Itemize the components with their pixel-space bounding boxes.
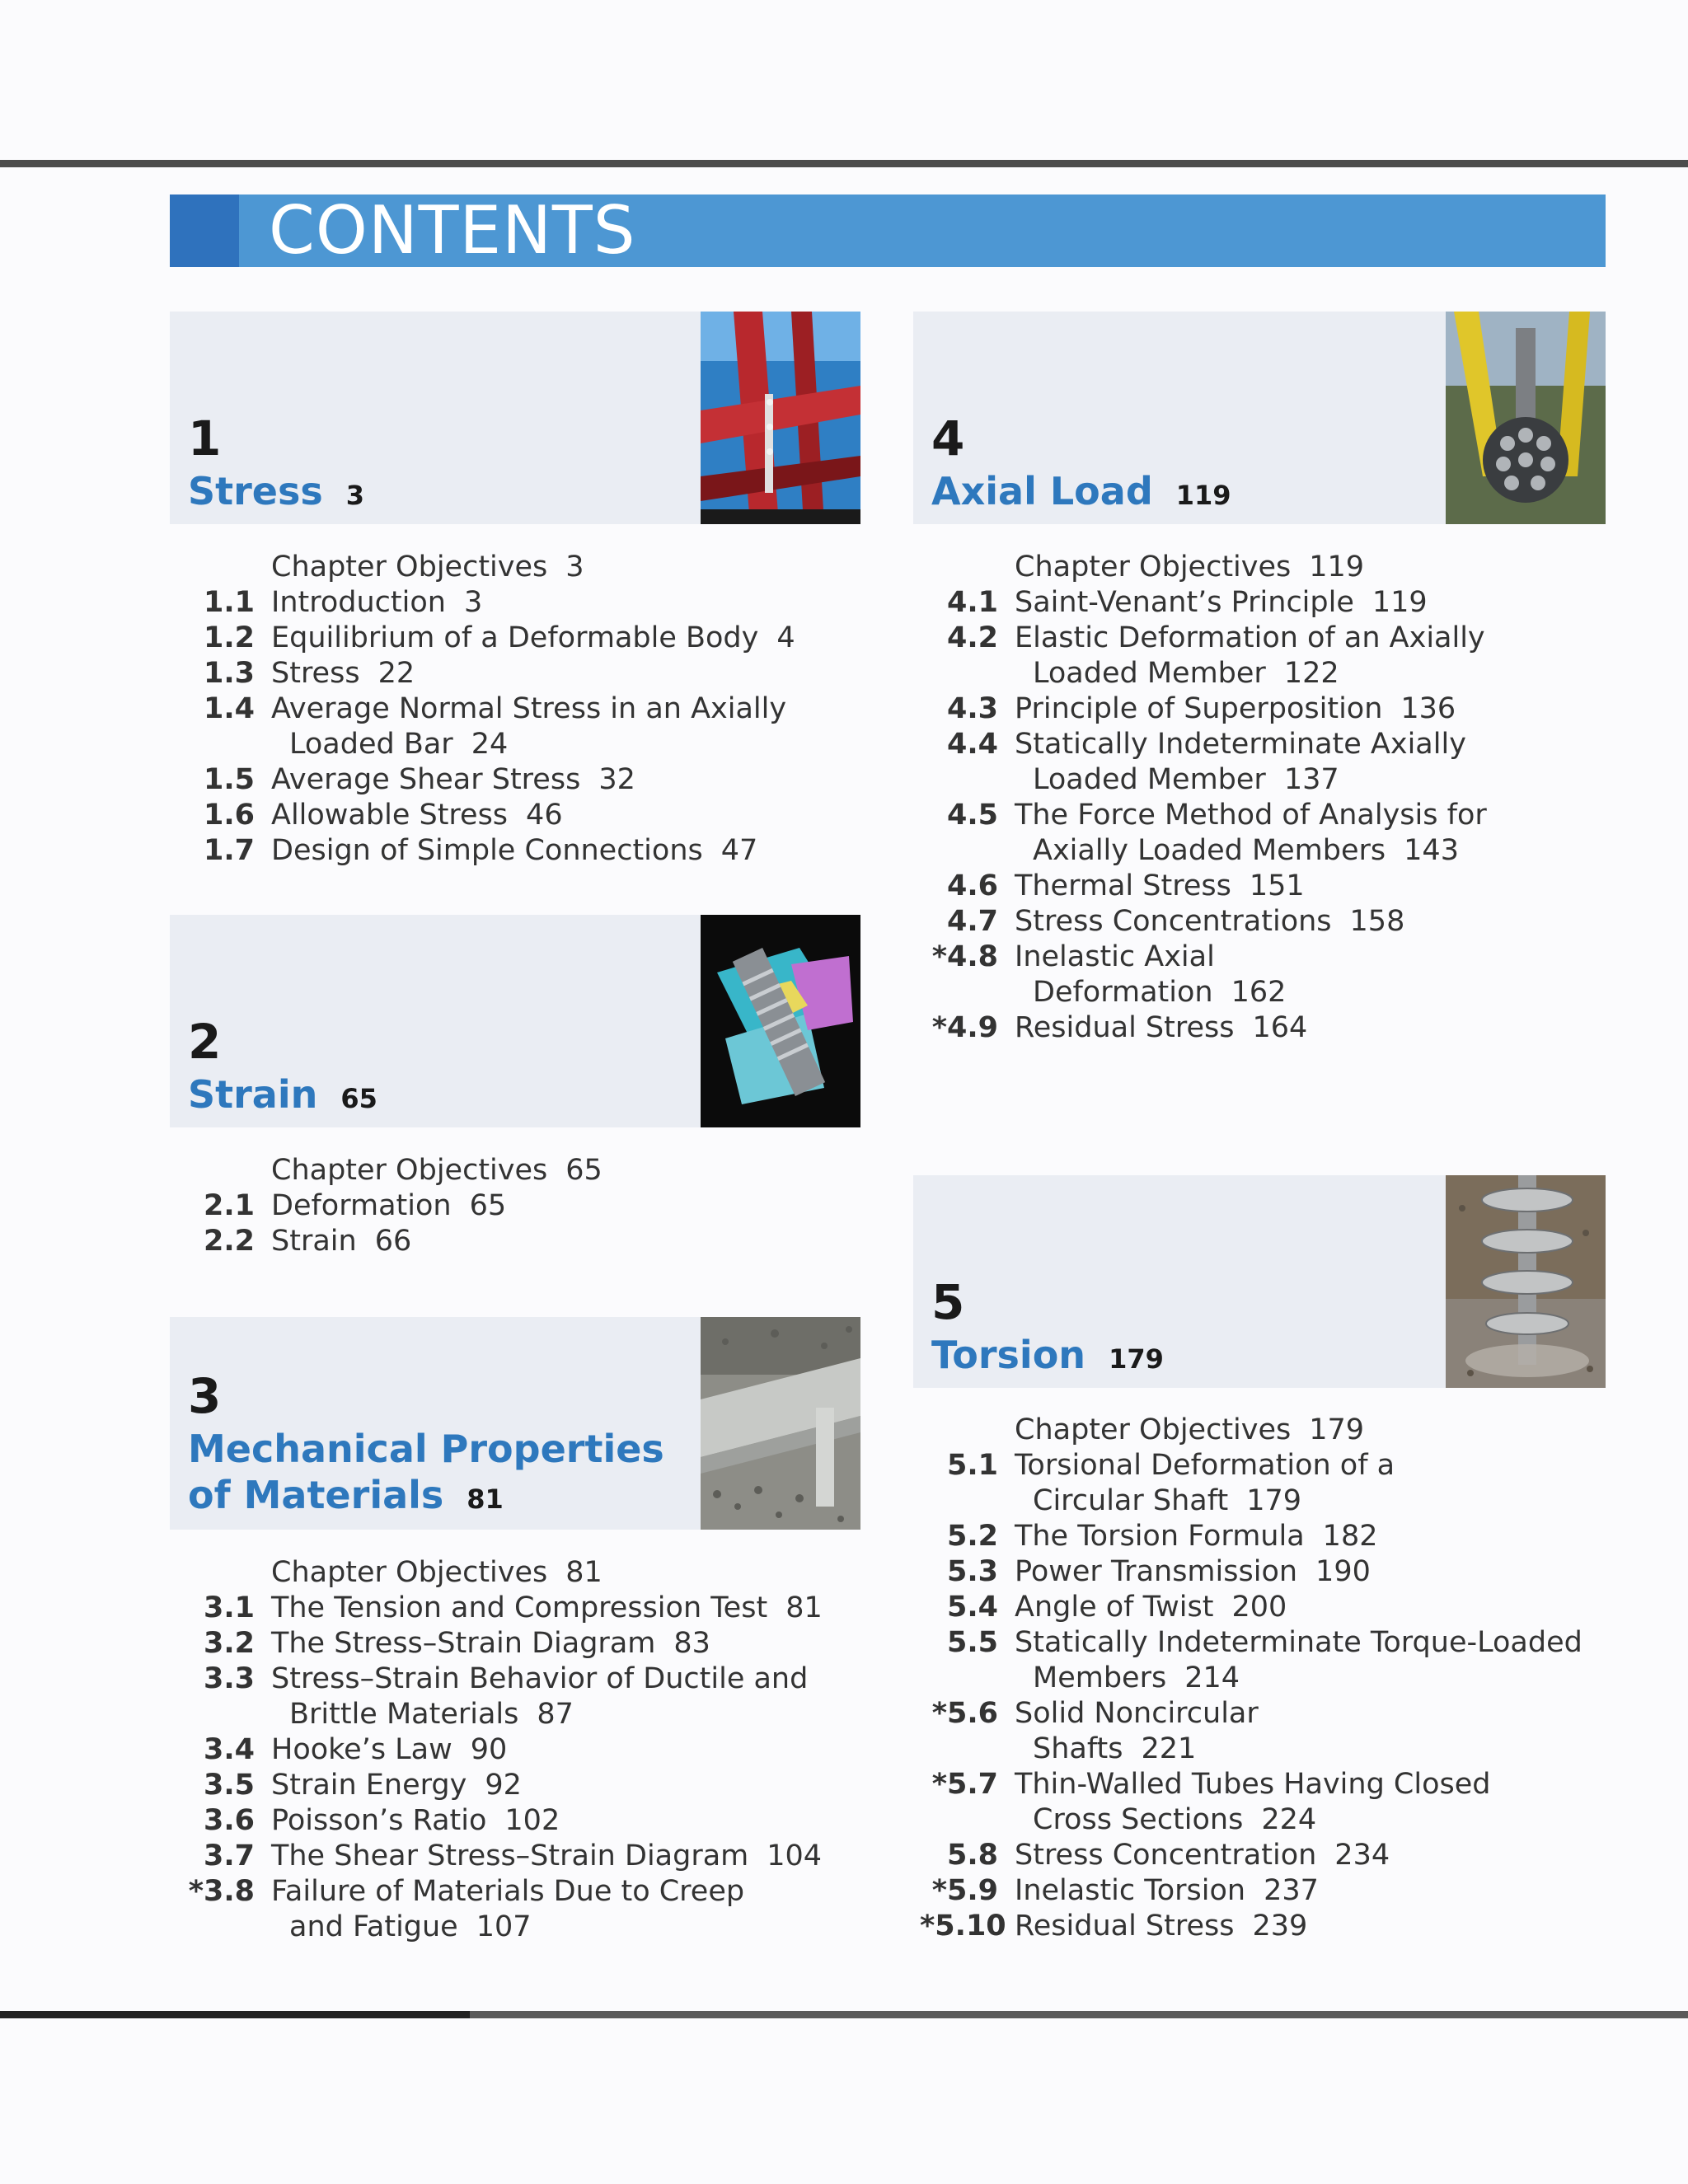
list-item[interactable]: Chapter Objectives 119 xyxy=(1015,551,1365,583)
list-item[interactable]: *5.6 Solid Noncircular Shafts 221 xyxy=(931,1697,1259,1765)
chapter-number: 2 xyxy=(188,1014,222,1070)
chapter-2-entries xyxy=(176,1153,860,1259)
chapter-title: Mechanical Properties of Materials 81 xyxy=(188,1427,664,1517)
chapter-title: Axial Load 119 xyxy=(931,469,1231,513)
list-item[interactable]: Chapter Objectives 81 xyxy=(271,1556,603,1589)
chapter-2-header xyxy=(170,915,860,1127)
list-item[interactable]: 3.3 Stress–Strain Behavior of Ductile and Brittle Materials 87 xyxy=(203,1662,809,1731)
list-item[interactable]: 4.3 Principle of Superposition 136 xyxy=(946,692,1456,725)
auger-photo xyxy=(1446,1175,1606,1388)
list-item[interactable]: 4.7 Stress Concentrations 158 xyxy=(946,905,1405,938)
chapter-1-entries xyxy=(176,550,860,869)
gravel-structure-photo xyxy=(701,1317,860,1530)
steel-beam-photo xyxy=(701,312,860,524)
banner-square xyxy=(170,194,239,267)
list-item[interactable]: 5.8 Stress Concentration 234 xyxy=(946,1839,1390,1872)
list-item[interactable]: *5.7 Thin-Walled Tubes Having Closed Cross Sections 224 xyxy=(931,1768,1491,1836)
list-item[interactable]: 2.1 Deformation 65 xyxy=(203,1189,507,1222)
chapter-number: 5 xyxy=(931,1274,965,1330)
list-item[interactable]: 1.1 Introduction 3 xyxy=(203,586,483,619)
chapter-number: 1 xyxy=(188,410,222,466)
bolt-photoelastic-photo xyxy=(701,915,860,1127)
list-item[interactable]: 5.4 Angle of Twist 200 xyxy=(946,1591,1287,1624)
chapter-3-header xyxy=(170,1317,860,1530)
list-item[interactable]: 3.6 Poisson’s Ratio 102 xyxy=(203,1804,560,1837)
list-item[interactable]: *5.9 Inelastic Torsion 237 xyxy=(931,1874,1319,1907)
list-item[interactable]: 3.4 Hooke’s Law 90 xyxy=(203,1733,508,1766)
chapter-5-header xyxy=(913,1175,1606,1388)
list-item[interactable]: 3.1 The Tension and Compression Test 81 xyxy=(203,1591,823,1624)
chapter-title: Torsion 179 xyxy=(931,1333,1164,1377)
list-item[interactable]: 4.1 Saint-Venant’s Principle 119 xyxy=(946,586,1428,619)
list-item[interactable]: 1.6 Allowable Stress 46 xyxy=(203,799,563,832)
list-item[interactable]: 4.4 Statically Indeterminate Axially Loaded Member 137 xyxy=(946,728,1466,796)
list-item[interactable]: 1.5 Average Shear Stress 32 xyxy=(203,763,635,796)
bottom-rule-dark-segment xyxy=(0,2011,470,2018)
chapter-number: 4 xyxy=(931,410,965,466)
chapter-4-header xyxy=(913,312,1606,524)
list-item[interactable]: 5.2 The Torsion Formula 182 xyxy=(946,1520,1378,1553)
list-item[interactable]: 4.6 Thermal Stress 151 xyxy=(946,869,1305,902)
list-item[interactable]: 3.5 Strain Energy 92 xyxy=(203,1769,522,1802)
top-rule xyxy=(0,160,1688,167)
page-title: CONTENTS xyxy=(269,192,636,269)
list-item[interactable]: 3.2 The Stress–Strain Diagram 83 xyxy=(203,1627,710,1660)
list-item[interactable]: 1.3 Stress 22 xyxy=(203,657,415,690)
list-item[interactable]: 1.7 Design of Simple Connections 47 xyxy=(203,834,758,867)
chapter-4-entries xyxy=(920,550,1606,1046)
chapter-title: Strain 65 xyxy=(188,1072,377,1117)
list-item[interactable]: 5.1 Torsional Deformation of a Circular Shaft 179 xyxy=(946,1449,1395,1517)
list-item[interactable]: *4.9 Residual Stress 164 xyxy=(931,1011,1308,1044)
list-item[interactable]: Chapter Objectives 65 xyxy=(271,1154,603,1187)
drill-rig-photo xyxy=(1446,312,1606,524)
list-item[interactable]: 1.2 Equilibrium of a Deformable Body 4 xyxy=(203,621,795,654)
bottom-rule xyxy=(0,2011,1688,2018)
list-item[interactable]: 4.5 The Force Method of Analysis for Axially Loaded Members 143 xyxy=(946,799,1487,867)
chapter-number: 3 xyxy=(188,1368,222,1424)
list-item[interactable]: *5.10 Residual Stress 239 xyxy=(920,1910,1308,1943)
chapter-5-entries xyxy=(920,1413,1606,1944)
list-item[interactable]: 4.2 Elastic Deformation of an Axially Loaded Member 122 xyxy=(946,621,1485,690)
list-item[interactable]: *4.8 Inelastic Axial Deformation 162 xyxy=(931,940,1287,1009)
chapter-1-header xyxy=(170,312,860,524)
list-item[interactable]: 5.5 Statically Indeterminate Torque-Loaded Members 214 xyxy=(946,1626,1582,1694)
contents-banner xyxy=(170,194,1606,267)
list-item[interactable]: 2.2 Strain 66 xyxy=(203,1225,412,1258)
list-item[interactable]: 1.4 Average Normal Stress in an Axially Loaded Bar 24 xyxy=(203,692,787,761)
list-item[interactable]: 3.7 The Shear Stress–Strain Diagram 104 xyxy=(203,1840,823,1872)
list-item[interactable]: Chapter Objectives 179 xyxy=(1015,1413,1365,1446)
list-item[interactable]: *3.8 Failure of Materials Due to Creep and Fatigue 107 xyxy=(188,1875,745,1943)
chapter-title: Stress 3 xyxy=(188,469,365,513)
chapter-3-entries xyxy=(176,1555,860,1945)
list-item[interactable]: 5.3 Power Transmission 190 xyxy=(946,1555,1371,1588)
list-item[interactable]: Chapter Objectives 3 xyxy=(271,551,584,583)
